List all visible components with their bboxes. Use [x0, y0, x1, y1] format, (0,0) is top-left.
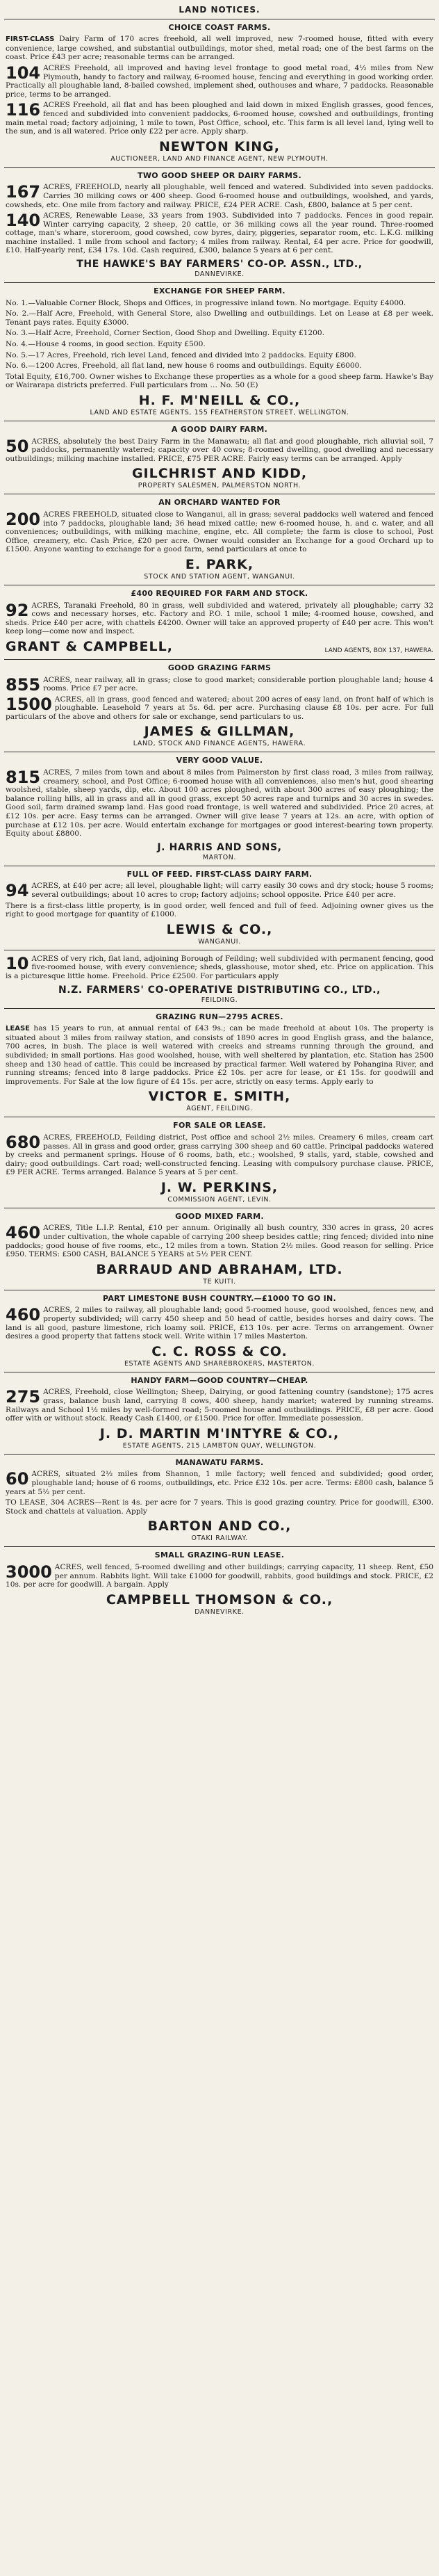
- listing: [6, 768, 433, 839]
- agent-address: DANNEVIRKE.: [194, 1607, 245, 1616]
- acreage-number: 50: [6, 436, 29, 456]
- listing: [6, 437, 433, 464]
- advertisement: [4, 659, 435, 752]
- listing: [6, 601, 433, 636]
- listing: [6, 1306, 433, 1340]
- advertisement: [4, 1208, 435, 1290]
- acreage-number: 92: [6, 600, 29, 620]
- listing: [6, 1388, 433, 1423]
- agent-name: N.Z. FARMERS' CO-OPERATIVE DISTRIBUTING CO., LTD.,: [58, 984, 381, 996]
- agent-address: PROPERTY SALESMEN, PALMERSTON NORTH.: [138, 482, 301, 490]
- page-header: LAND NOTICES.: [179, 5, 260, 15]
- listing: [6, 1470, 433, 1496]
- agent-name: THE HAWKE'S BAY FARMERS' CO-OP. ASSN., LTD.,: [76, 259, 363, 270]
- listing: [6, 955, 433, 981]
- acreage-number: 10: [6, 953, 29, 973]
- advert-heading: TWO GOOD SHEEP OR DAIRY FARMS.: [138, 170, 301, 180]
- agent-name: C. C. ROSS & CO.: [151, 1343, 288, 1359]
- listing-text: No. 1.—Valuable Corner Block, Shops and Offices, in progressive inland town. No mortgage. Equity £4000.: [6, 298, 406, 307]
- agent-name: GILCHRIST AND KIDD,: [131, 466, 308, 482]
- advertisement: [4, 950, 435, 1008]
- advert-heading: AN ORCHARD WANTED FOR: [158, 498, 281, 508]
- listing: [6, 299, 433, 308]
- acreage-number: 1500: [6, 694, 52, 714]
- listing-text: ACRES, Title L.I.P. Rental, £10 per annum. Originally all bush country, 330 acres in grass, 20 acres under cultivation, the whole capable of carrying 200 sheep besides cattle; ring fenced; divided into nine paddocks; good house of five rooms, etc., 12 miles from a town. Station 2½ miles. Good reason for selling. Price £950. TERMS: £500 CASH, BALANCE 5 YEARS at 5½ PER CENT.: [6, 1224, 433, 1259]
- agent-signature: [6, 639, 433, 655]
- listing: [6, 1498, 433, 1516]
- advert-heading: HANDY FARM—GOOD COUNTRY—CHEAP.: [131, 1375, 308, 1385]
- listing-text: There is a first-class little property, is in good order, well fenced and full of feed. Adjoining owner gives us the right to good mortgage for quantity of £1000.: [6, 901, 433, 919]
- listing: [6, 183, 433, 209]
- agent-address: LAND, STOCK AND FINANCE AGENTS, HAWERA.: [133, 740, 306, 748]
- agent-name: VICTOR E. SMITH,: [148, 1089, 291, 1105]
- listing: [6, 1563, 433, 1589]
- agent-name: GRANT & CAMPBELL,: [6, 638, 173, 654]
- agent-address: LAND AND ESTATE AGENTS, 155 FEATHERSTON STREET, WELLINGTON.: [90, 409, 349, 416]
- advertisement: [4, 1454, 435, 1547]
- acreage-number: 94: [6, 881, 29, 901]
- listing: [6, 373, 433, 390]
- listing: [6, 340, 433, 349]
- listing-text: ACRES, Taranaki Freehold, 80 in grass, well subdivided and watered, privately all ploughable; carry 32 cows and necessary horses, etc. Factory and P.O. 1 mile, school 1 mile; 4-roomed house, cowshed, and sheds. Price £40 per acre, with chattels £4200. Owner will take an approved property of £40 per acre. This won't keep long—come now and inspect.: [6, 601, 433, 636]
- agent-address: DANNEVIRKE.: [194, 270, 245, 279]
- listing-text: ACRES Freehold, all flat and has been ploughed and laid down in mixed English grasses, good fences, fenced and subdivided into convenient paddocks, 6-roomed house, cowshed and outbuildings, fronting main metal road; factory adjoining, 1 mile to town, Post Office, school, etc. This farm is all level land, lying well to the sun, and is all watered. Price only £22 per acre. Apply sharp.: [6, 101, 433, 136]
- agent-address: LAND AGENTS, BOX 137, HAWERA.: [324, 647, 433, 654]
- listing: [6, 211, 433, 255]
- advertisement: [4, 1372, 435, 1454]
- listing-text: ACRES, 7 miles from town and about 8 miles from Palmerston by first class road, 3 miles from railway, creamery, school, and Post Office; 6-roomed house with all conveniences, also men's hut, good shearing woolshed, stable, sheep yards, dip, etc. About 100 acres ploughed, with about 300 acres of easy ploughing; the balance rolling hills, all in grass and all in good grass, except 50 acres rape and turnips and 30 acres in swedes. Good soil, farm drained swamp land. Has good road frontage, is well watered and subdivided. Price 20 acres, at £12 10s. per acre. Easy terms can be arranged. Owner will give lease 7 years at 12s. an acre, with option of purchase at £12 10s. per acre. Would entertain exchange for mortgages or good interest-bearing town property. Equity about £8800.: [6, 768, 433, 839]
- acreage-number: 140: [6, 211, 41, 231]
- advert-heading: PART LIMESTONE BUSH COUNTRY.—£1000 TO GO IN.: [103, 1293, 336, 1303]
- listing-text: ACRES, FREEHOLD, Feilding district, Post office and school 2½ miles. Creamery 6 miles, cream cart passes. All in grass and good order, grass carrying 300 sheep and 60 cattle. Principal paddocks watered by creeks and permanent springs. House of 6 rooms, bath, etc.; woolshed, 9 stalls, yard, stable, cowshed and dairy; good outbuildings. Cart road; well-constructed fencing. Leasing with compulsory purchase clause. PRICE, £9 PER ACRE. Terms arranged. Balance 5 years at 5 per cent.: [6, 1133, 433, 1177]
- advertisement: [4, 752, 435, 865]
- listing: [6, 882, 433, 899]
- listing-text: No. 4.—House 4 rooms, in good section. Equity £500.: [6, 340, 206, 349]
- listing-text: ACRES, absolutely the best Dairy Farm in the Manawatu; all flat and good ploughable, rich alluvial soil, 7 paddocks, permanently watered; capacity over 40 cows; 8-roomed dwelling, good dwelling and necessary outbuildings; milking machine installed. PRICE, £75 PER ACRE. Fairly easy terms can be arranged. Apply: [6, 437, 433, 463]
- listing-text: No. 2.—Half Acre, Freehold, with General Store, also Dwelling and outbuildings. Let on Lease at £8 per week. Tenant pays rates. Equity £3000.: [6, 309, 433, 327]
- acreage-number: 104: [6, 63, 41, 83]
- agent-address: TE KUITI.: [203, 1277, 236, 1286]
- listing: [6, 695, 433, 722]
- agent-name: E. PARK,: [185, 556, 254, 572]
- listing-text: ACRES Freehold, all improved and having level frontage to good metal road, 4½ miles from New Plymouth, handy to factory and railway, 6-roomed house, fencing and everything in good working order. Practically all ploughable land, 8-bailed cowshed, implement shed, outhouses and whare, 7 paddocks. Reasonable price, terms to be arranged.: [6, 63, 433, 99]
- land-notices-column: [4, 19, 435, 1620]
- agent-address: STOCK AND STATION AGENT, WANGANUI.: [144, 572, 295, 581]
- advertisement: [4, 494, 435, 585]
- listing-text: No. 5.—17 Acres, Freehold, rich level Land, fenced and divided into 2 paddocks. Equity £800.: [6, 350, 356, 359]
- advertisement: [4, 421, 435, 494]
- advertisement: [4, 1008, 435, 1117]
- listing-text: No. 3.—Half Acre, Freehold, Corner Section, Good Shop and Dwelling. Equity £1200.: [6, 329, 324, 338]
- acreage-number: 855: [6, 674, 41, 695]
- agent-address: COMMISSION AGENT, LEVIN.: [167, 1195, 272, 1204]
- acreage-number: 200: [6, 509, 41, 529]
- advertisement: [4, 866, 435, 950]
- acreage-number: 3000: [6, 1562, 52, 1582]
- listing: [6, 101, 433, 136]
- acreage-number: 460: [6, 1223, 41, 1243]
- listing-text: ACRES, all in grass, good fenced and watered; about 200 acres of easy land, on front half of which is ploughable. Leasehold 7 years at 5s. 6d. per acre. Purchasing clause £8 10s. per acre. For full particulars of the above and others for sale or exchange, send particulars to us.: [6, 695, 433, 721]
- listing: [6, 1133, 433, 1177]
- advert-heading: FOR SALE OR LEASE.: [173, 1121, 266, 1131]
- agent-address: AGENT, FEILDING.: [186, 1105, 253, 1113]
- listing-text: ACRES, Freehold, close Wellington; Sheep, Dairying, or good fattening country (sandstone); 175 acres grass, balance bush land, carrying 8 cows, 400 sheep, handy market; watered by running streams. Railways and School 1½ miles by well-formed road; 5-roomed house and outbuildings. PRICE, £8 per acre. Good offer with or without stock. Ready Cash £1400, or £1500. Price for offer. Immediate possession.: [6, 1388, 433, 1423]
- agent-name: LEWIS & CO.,: [166, 921, 273, 937]
- agent-name: J. D. MARTIN M'INTYRE & CO.,: [99, 1425, 340, 1441]
- agent-address: AUCTIONEER, LAND AND FINANCE AGENT, NEW PLYMOUTH.: [110, 154, 329, 163]
- listing-text: ACRES of very rich, flat land, adjoining Borough of Feilding; well subdivided with permanent fencing, good five-roomed house, with every convenience; sheds, glasshouse, motor shed, etc. Price on application. This is a picturesque little home. Freehold. Price £2500. For particulars apply: [6, 954, 433, 980]
- advert-heading: VERY GOOD VALUE.: [176, 756, 263, 765]
- agent-address: OTAKI RAILWAY.: [191, 1534, 248, 1543]
- listing-text: has 15 years to run, at annual rental of £43 9s.; can be made freehold at about 10s. The property is situated about 3 miles from railway station, and consists of 1890 acres in good English grass, and the balance, 700 acres, in bush. The place is well watered with creeks and streams running through the ground, and subdivided; in small portions. Has good woolshed, house, with well sheltered by plantation, etc. Station has 2500 sheep and 130 head of cattle. This could be increased by practical farmer. Well watered by Pohangina River, and running streams; fenced into 8 large paddocks. Price £2 10s. per acre for lease, or £1 15s. for goodwill and improvements. For Sale at the low figure of £4 15s. per acre, strictly on easy terms. Apply early to: [6, 1024, 434, 1086]
- acreage-number: 116: [6, 100, 41, 120]
- agent-address: ESTATE AGENTS AND SHAREBROKERS, MASTERTON.: [124, 1359, 315, 1368]
- advertisement: [4, 19, 435, 167]
- agent-name: J. W. PERKINS,: [160, 1179, 279, 1195]
- listing: [6, 351, 433, 360]
- acreage-number: 60: [6, 1469, 29, 1489]
- listing-text: ACRES, near railway, all in grass; close to good market; considerable portion ploughable land; house 4 rooms. Price £7 per acre.: [43, 675, 433, 693]
- advert-heading: A GOOD DAIRY FARM.: [171, 425, 268, 434]
- agent-address: WANGANUI.: [198, 937, 241, 946]
- advertisement: [4, 1290, 435, 1372]
- acreage-number: 275: [6, 1387, 41, 1407]
- listing: [6, 676, 433, 693]
- listing-text: ACRES, at £40 per acre; all level, ploughable light; will carry easily 30 cows and dry stock; house 5 rooms; several outbuildings; about 10 acres to crop; factory adjoins; school opposite. Price £40 per acre.: [31, 882, 433, 899]
- acreage-number: 460: [6, 1305, 41, 1325]
- newspaper-page: [4, 3, 435, 2570]
- listing-text: No. 6.—1200 Acres, Freehold, all flat land, new house 6 rooms and outbuildings. Equity £6000.: [6, 362, 362, 371]
- listing-text: ACRES FREEHOLD, situated close to Wanganui, all in grass; several paddocks well watered and fenced into 7 paddocks, ploughable land; 36 head mixed cattle; new 6-roomed house, h. and c. water, and all conveniences; outbuildings, with milking machine, engine, etc. All complete; the farm is close to school, Post Office, creamery, etc. Cash Price, £20 per acre. Owner would consider an Exchange for a good Orchard up to £1500. Anyone wanting to exchange for a good farm, send particulars at once to: [6, 510, 433, 554]
- advert-heading: £400 REQUIRED FOR FARM AND STOCK.: [131, 588, 308, 598]
- listing: [6, 510, 433, 554]
- listing: [6, 362, 433, 371]
- agent-name: J. HARRIS AND SONS,: [157, 841, 282, 853]
- listing: [6, 902, 433, 919]
- listing-lead: LEASE: [6, 1025, 30, 1033]
- listing: [6, 329, 433, 338]
- acreage-number: 815: [6, 768, 41, 788]
- advertisement: [4, 282, 435, 421]
- listing-text: Dairy Farm of 170 acres freehold, all well improved, new 7-roomed house, fitted with every convenience, large cowshed, and substantial outbuildings, motor shed, metal road; one of the best farms on the coast. Price £43 per acre; reasonable terms can be arranged.: [6, 35, 433, 62]
- listing: [6, 64, 433, 99]
- advert-heading: CHOICE COAST FARMS.: [168, 22, 271, 32]
- listing-text: ACRES, FREEHOLD, nearly all ploughable, well fenced and watered. Subdivided into seven paddocks. Carries 30 milking cows or 400 sheep. Good 6-roomed house and outbuildings, woolshed, and yards, cowsheds, etc. One mile from factory and railway. PRICE, £24 PER ACRE. Cash, £800, balance at 5 per cent.: [6, 183, 433, 209]
- advertisement: [4, 1546, 435, 1619]
- listing-text: ACRES, Renewable Lease, 33 years from 1903. Subdivided into 7 paddocks. Fences in good repair. Winter carrying capacity, 2 sheep, 20 cattle, or 36 milking cows all the year round. Three-roomed cottage, man's whare, storeroom, good cowshed, cow byres, dairy, piggeries, separator room, etc. L.K.G. milking machine installed. 1 mile from school and factory; 4 miles from railway. Rental, £4 per acre. Price for goodwill, £10. Half-yearly rent, £34 17s. 10d. Cash required, £300, balance 5 years at 6 per cent.: [6, 211, 433, 255]
- listing-text: Total Equity, £16,700. Owner wishes to Exchange these properties as a whole for a good sheep farm. Hawke's Bay or Wairarapa districts preferred. Full particulars from … No. 50 (E): [6, 372, 433, 390]
- advert-heading: EXCHANGE FOR SHEEP FARM.: [154, 286, 285, 296]
- agent-name: H. F. M'NEILL & CO.,: [138, 393, 301, 408]
- listing: [6, 1024, 433, 1086]
- advert-heading: SMALL GRAZING-RUN LEASE.: [154, 1550, 285, 1560]
- acreage-number: 680: [6, 1132, 41, 1152]
- advertisement: [4, 585, 435, 659]
- listing: [6, 309, 433, 327]
- listing: [6, 1224, 433, 1258]
- agent-name: NEWTON KING,: [159, 138, 280, 154]
- advert-heading: FULL OF FEED. FIRST-CLASS DAIRY FARM.: [126, 869, 313, 879]
- agent-address: MARTON.: [202, 853, 237, 861]
- agent-name: BARRAUD AND ABRAHAM, LTD.: [96, 1261, 343, 1277]
- agent-name: CAMPBELL THOMSON & CO.,: [106, 1591, 333, 1607]
- advertisement: [4, 167, 435, 282]
- listing-text: ACRES, well fenced, 5-roomed dwelling and other buildings; carrying capacity, 11 sheep. Rent, £50 per annum. Rabbits light. Will take £1000 for goodwill, rabbits, good buildings and stock. PRICE, £2 10s. per acre for goodwill. A bargain. Apply: [6, 1562, 433, 1589]
- listing-text: ACRES, situated 2½ miles from Shannon, 1 mile factory; well fenced and subdivided; good order, ploughable land; house of 6 rooms, outbuildings, etc. Price £32 10s. per acre. Terms: £800 cash, balance 5 years at 5½ per cent.: [6, 1470, 433, 1496]
- agent-address: ESTATE AGENTS, 215 LAMBTON QUAY, WELLINGTON.: [122, 1441, 317, 1450]
- advert-heading: GOOD MIXED FARM.: [175, 1211, 264, 1221]
- listing: [6, 35, 433, 62]
- listing-lead: FIRST-CLASS: [6, 35, 55, 44]
- listing-text: ACRES, 2 miles to railway, all ploughable land; good 5-roomed house, good woolshed, fences new, and property subdivided; will carry 450 sheep and 50 head of cattle, besides horses and dairy cows. The land is all good, pasture limestone, rich loamy soil. PRICE, £13 10s. per acre. Terms on arrangement. Owner desires a good property that fattens stock well. Write within 17 miles Masterton.: [6, 1306, 433, 1341]
- advert-heading: MANAWATU FARMS.: [175, 1457, 264, 1467]
- advert-heading: GRAZING RUN—2795 ACRES.: [156, 1012, 283, 1021]
- advert-heading: GOOD GRAZING FARMS: [167, 663, 272, 672]
- agent-name: JAMES & GILLMAN,: [144, 724, 295, 740]
- listing-text: TO LEASE, 304 ACRES—Rent is 4s. per acre for 7 years. This is good grazing country. Price for goodwill, £300. Stock and chattels at valuation. Apply: [6, 1498, 433, 1516]
- advertisement: [4, 1117, 435, 1208]
- agent-address: FEILDING.: [201, 996, 238, 1004]
- acreage-number: 167: [6, 182, 41, 202]
- agent-name: BARTON AND CO.,: [147, 1518, 292, 1534]
